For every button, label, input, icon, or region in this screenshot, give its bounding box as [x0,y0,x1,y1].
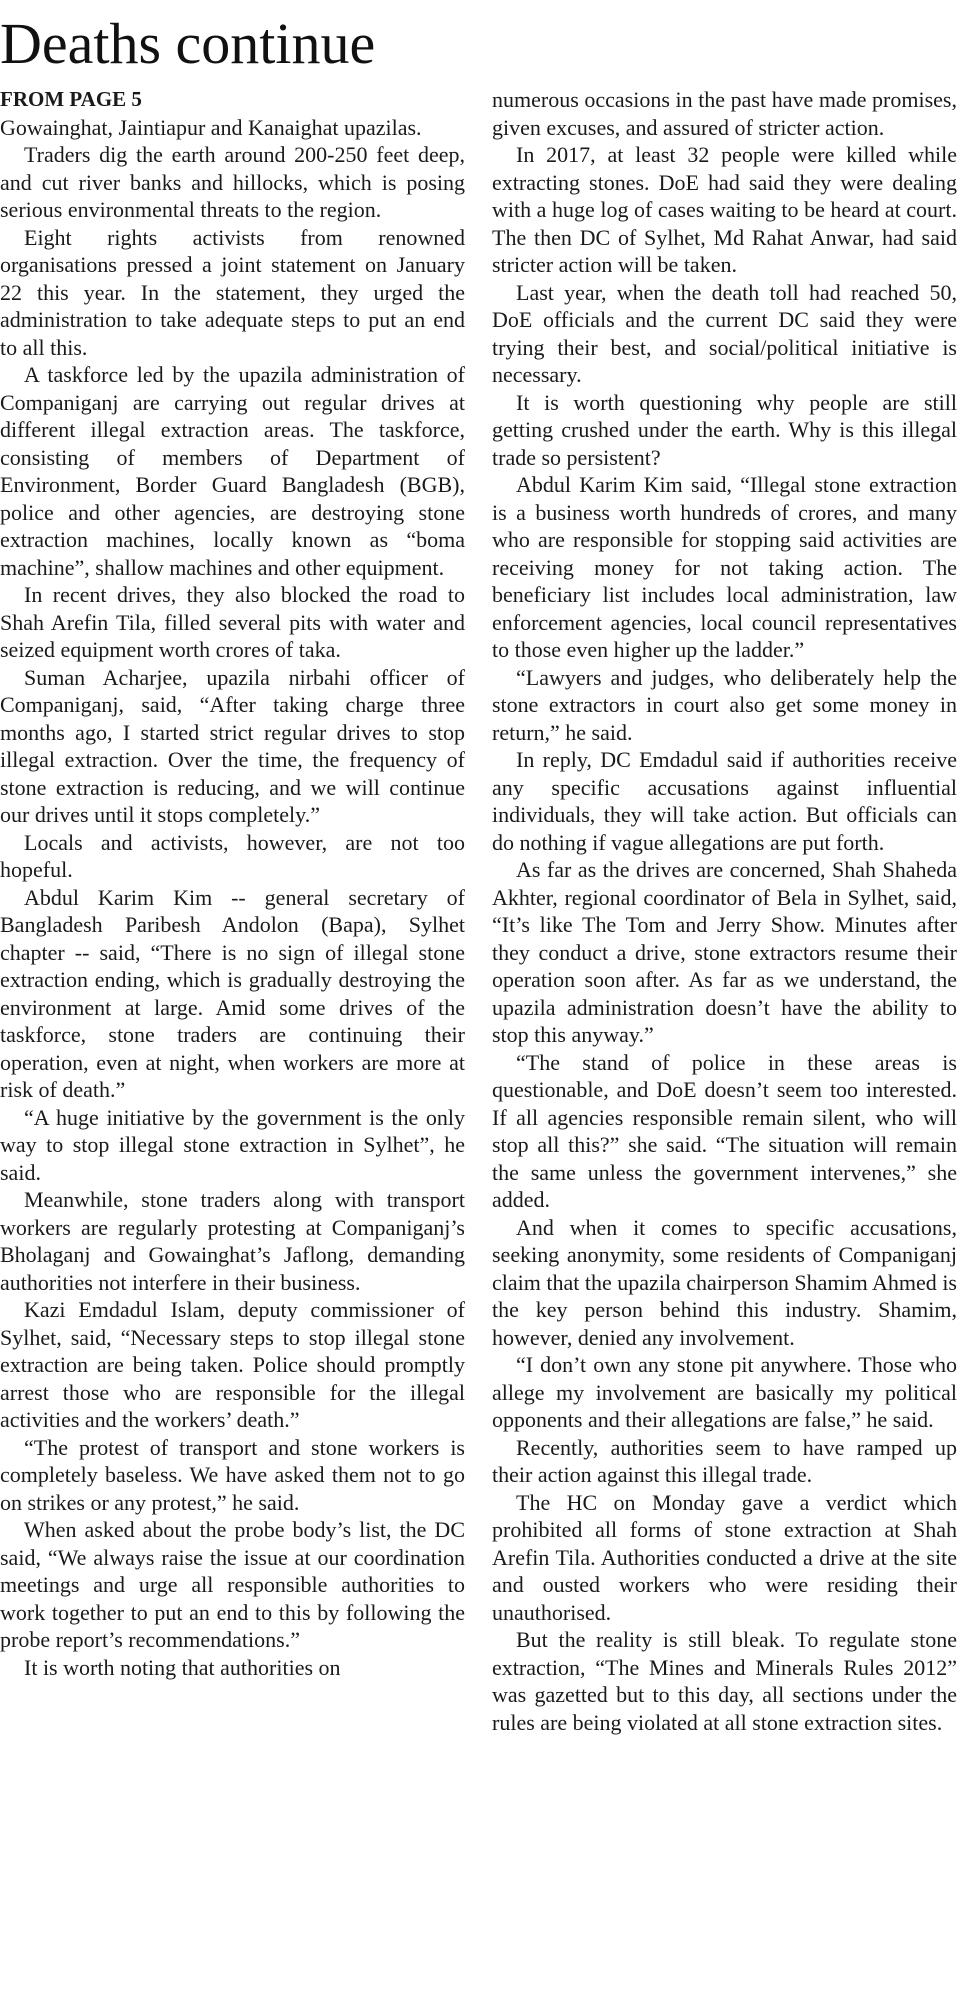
paragraph: In 2017, at least 32 people were killed while extracting stones. DoE had said they were dealing with a huge log of cases waiting to be heard at court. The then DC of Sylhet, Md Rahat Anwar, had said stricter action will be taken. [492,142,957,277]
paragraph: Abdul Karim Kim -- general secretary of Bangladesh Paribesh Andolon (Bapa), Sylhet chapter -- said, “There is no sign of illegal stone extraction ending, which is gradually destroying the environment at large. Amid some drives of the taskforce, stone traders are continuing their operation, even at night, when workers are more at risk of death.” [0,884,465,1102]
paragraph: A taskforce led by the upazila administration of Companiganj are carrying out regular drives at different illegal extraction areas. The taskforce, consisting of members of Department of Environment, Border Guard Bangladesh (BGB), police and other agencies, are destroying stone extraction machines, locally known as “boma machine”, shallow machines and other equipment. [0,362,465,580]
paragraph: As far as the drives are concerned, Shah Shaheda Akhter, regional coordinator of Bela in Sylhet, said, “It’s like The Tom and Jerry Show. Minutes after they conduct a drive, stone extractors resume their operation soon after. As far as we understand, the upazila administration doesn’t have the ability to stop this anyway.” [492,857,957,1047]
paragraph: Suman Acharjee, upazila nirbahi officer of Companiganj, said, “After taking charge three months ago, I started strict regular drives to stop illegal extraction. Over the time, the frequency of stone extraction is reducing, and we will continue our drives until it stops completely.” [0,664,465,827]
paragraph: But the reality is still bleak. To regulate stone extraction, “The Mines and Minerals Rules 2012” was gazetted but to this day, all sections under the rules are being violated at all stone extraction sites. [492,1627,957,1735]
paragraph: It is worth noting that authorities on [24,1654,341,1680]
paragraph: Traders dig the earth around 200-250 feet deep, and cut river banks and hillocks, which is posing serious environmental threats to the region. [0,142,465,222]
paragraph: When asked about the probe body’s list, the DC said, “We always raise the issue at our coordination meetings and urge all responsible authorities to work together to put an end to this by following the probe report’s recommendations.” [0,1517,465,1652]
paragraph: It is worth questioning why people are still getting crushed under the earth. Why is this illegal trade so persistent? [492,389,957,470]
article-column-left [0,86,465,1681]
paragraph: Recently, authorities seem to have ramped up their action against this illegal trade. [492,1434,957,1487]
paragraph: numerous occasions in the past have made promises, given excuses, and assured of stricter action. [492,87,957,140]
headline: Deaths continue [0,11,376,76]
paragraph: In reply, DC Emdadul said if authorities receive any specific accusations against influential individuals, they will take action. But officials can do nothing if vague allegations are put forth. [492,747,957,855]
article-column-right [492,86,957,1736]
paragraph: Eight rights activists from renowned organisations pressed a joint statement on January 22 this year. In the statement, they urged the administration to take adequate steps to put an end to all this. [0,224,465,360]
paragraph: Gowainghat, Jaintiapur and Kanaighat upazilas. [0,114,422,140]
jump-line: FROM PAGE 5 [0,87,142,111]
paragraph: “The stand of police in these areas is questionable, and DoE doesn’t seem too interested. If all agencies responsible remain silent, who will stop all this?” she said. “The situation will remain the same unless the government intervenes,” she added. [492,1049,957,1212]
paragraph: “The protest of transport and stone workers is completely baseless. We have asked them not to go on strikes or any protest,” he said. [0,1434,465,1515]
paragraph: Kazi Emdadul Islam, deputy commissioner of Sylhet, said, “Necessary steps to stop illegal stone extraction are being taken. Police should promptly arrest those who are responsible for the illegal activities and the workers’ death.” [0,1297,465,1432]
paragraph: Meanwhile, stone traders along with transport workers are regularly protesting at Companiganj’s Bholaganj and Gowainghat’s Jaflong, demanding authorities not interfere in their business. [0,1187,465,1295]
paragraph: “I don’t own any stone pit anywhere. Those who allege my involvement are basically my political opponents and their allegations are false,” he said. [492,1352,957,1432]
paragraph: Abdul Karim Kim said, “Illegal stone extraction is a business worth hundreds of crores, and many who are responsible for stopping said activities are receiving money for not taking action. The beneficiary list includes local administration, law enforcement agencies, local council representatives to those even higher up the ladder.” [492,472,957,662]
paragraph: “A huge initiative by the government is the only way to stop illegal stone extraction in Sylhet”, he said. [0,1104,465,1185]
paragraph: “Lawyers and judges, who deliberately help the stone extractors in court also get some money in return,” he said. [492,664,957,745]
paragraph: In recent drives, they also blocked the road to Shah Arefin Tila, filled several pits with water and seized equipment worth crores of taka. [0,582,465,662]
paragraph: And when it comes to specific accusations, seeking anonymity, some residents of Companiganj claim that the upazila chairperson Shamim Ahmed is the key person behind this industry. Shamim, however, denied any involvement. [492,1214,957,1350]
paragraph: Locals and activists, however, are not too hopeful. [0,829,465,882]
paragraph: Last year, when the death toll had reached 50, DoE officials and the current DC said they were trying their best, and social/political initiative is necessary. [492,279,957,387]
paragraph: The HC on Monday gave a verdict which prohibited all forms of stone extraction at Shah Arefin Tila. Authorities conducted a drive at the site and ousted workers who were residing their unauthorised. [492,1489,957,1625]
